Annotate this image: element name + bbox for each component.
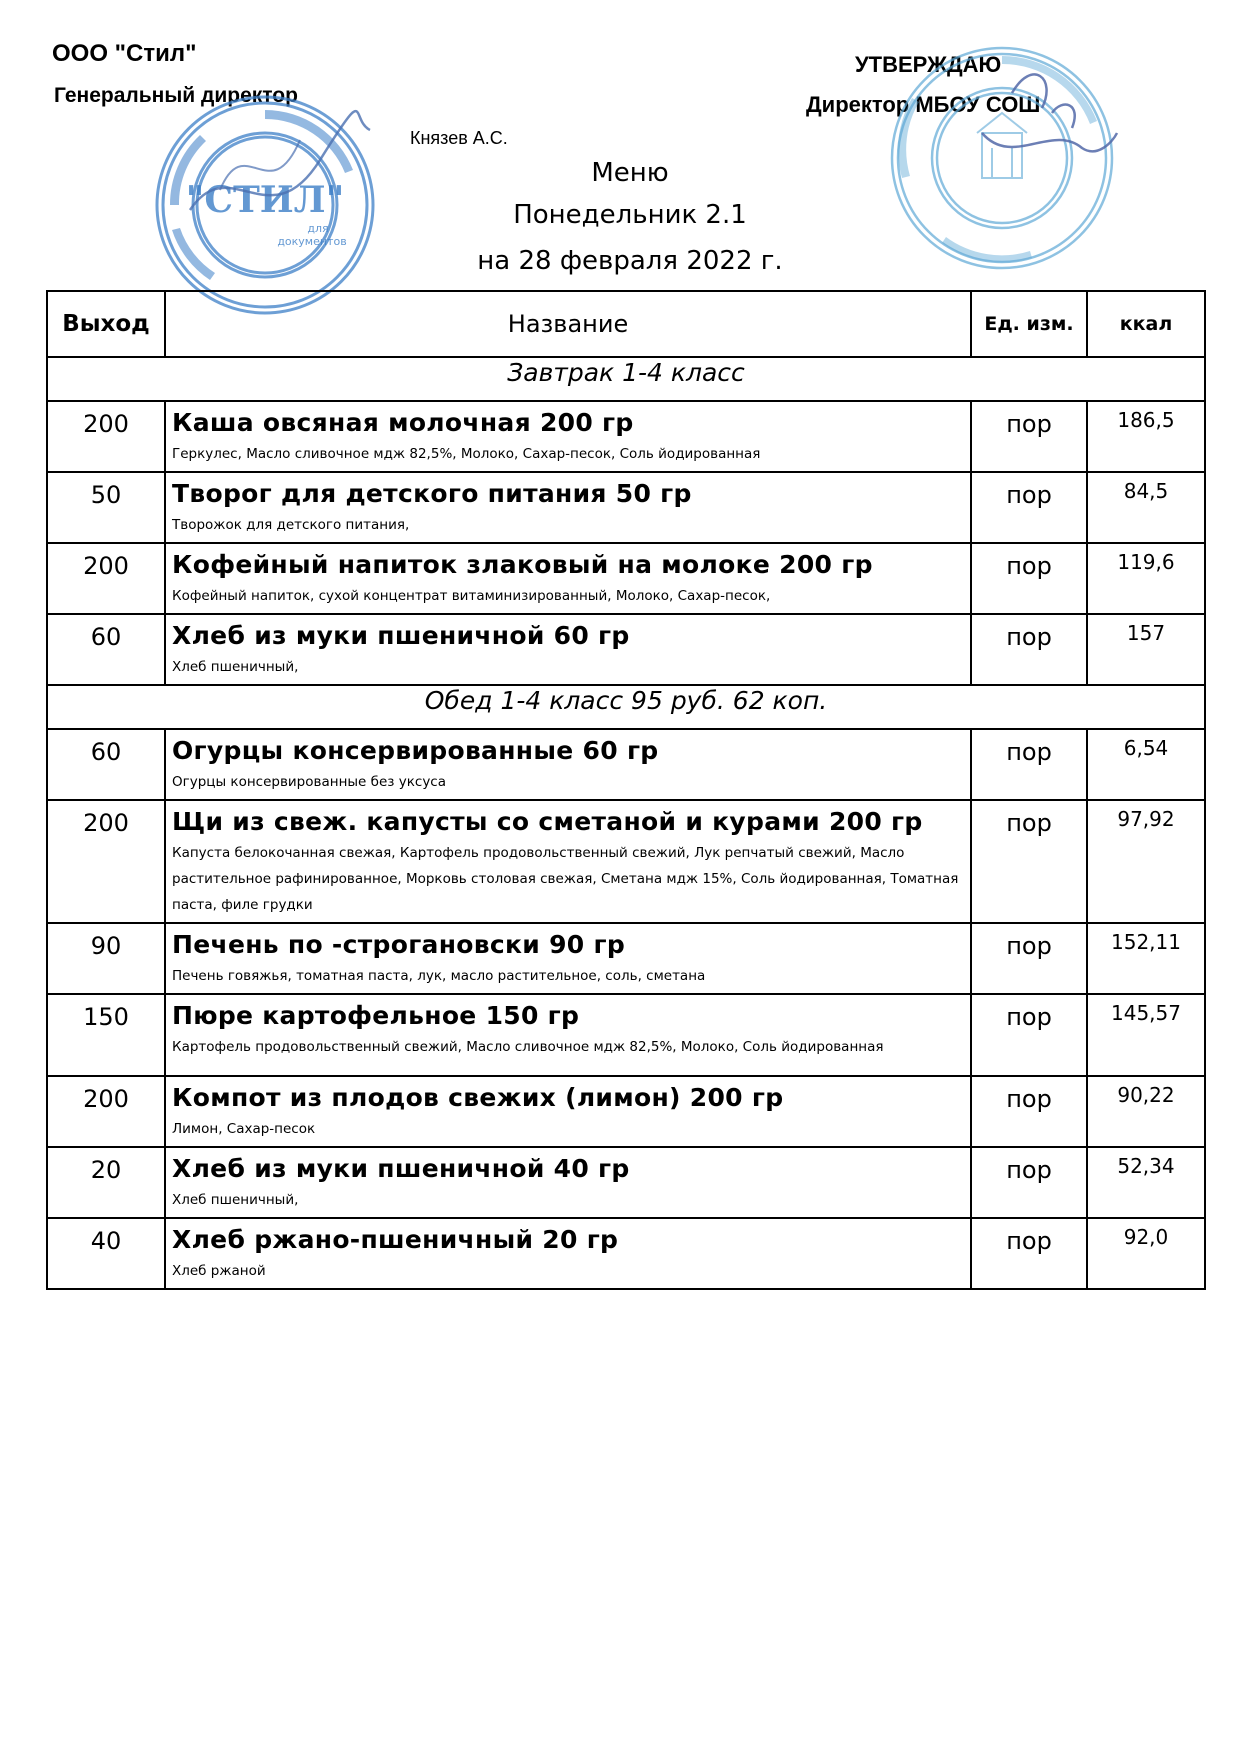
row-kcal: 152,11 (1087, 923, 1205, 994)
dish-name: Хлеб из муки пшеничной 40 гр (172, 1154, 630, 1183)
row-out: 50 (47, 472, 165, 543)
row-kcal: 52,34 (1087, 1147, 1205, 1218)
dish-ingredients: Хлеб ржаной (172, 1263, 266, 1279)
stamp-text: "СТИЛ" (185, 179, 345, 221)
dish-ingredients: Картофель продовольственный свежий, Масло сливочное мдж 82,5%, Молоко, Соль йодированная (172, 1039, 884, 1055)
table-row (47, 800, 1205, 923)
row-name-cell (165, 614, 971, 685)
day-title: Понедельник 2.1 (513, 200, 747, 230)
row-kcal: 97,92 (1087, 800, 1205, 923)
table-row (47, 994, 1205, 1076)
approve-position: Директор МБОУ СОШ (806, 92, 1041, 117)
row-name-cell (165, 543, 971, 614)
dish-ingredients: Кофейный напиток, сухой концентрат витаминизированный, Молоко, Сахар-песок, (172, 588, 771, 604)
row-out: 90 (47, 923, 165, 994)
table-row (47, 614, 1205, 685)
row-name-cell (165, 1147, 971, 1218)
header-name: Название (165, 291, 971, 357)
section-title: Завтрак 1-4 класс (47, 357, 1205, 401)
row-name-cell (165, 800, 971, 923)
row-out: 200 (47, 1076, 165, 1147)
dish-ingredients: Хлеб пшеничный, (172, 1192, 299, 1208)
dish-name: Хлеб ржано-пшеничный 20 гр (172, 1225, 619, 1254)
dish-ingredients: Геркулес, Масло сливочное мдж 82,5%, Молоко, Сахар-песок, Соль йодированная (172, 446, 761, 462)
dish-name: Творог для детского питания 50 гр (172, 479, 692, 508)
section-row (47, 357, 1205, 401)
table-row (47, 729, 1205, 800)
row-unit: пор (971, 1147, 1087, 1218)
row-unit: пор (971, 614, 1087, 685)
row-out: 200 (47, 543, 165, 614)
approve-label: УТВЕРЖДАЮ (855, 52, 1002, 77)
row-out: 40 (47, 1218, 165, 1289)
row-out: 20 (47, 1147, 165, 1218)
table-header-row (47, 291, 1205, 357)
organization-name: ООО "Стил" (52, 40, 197, 67)
dish-name: Пюре картофельное 150 гр (172, 1001, 580, 1030)
row-unit: пор (971, 923, 1087, 994)
row-unit: пор (971, 800, 1087, 923)
row-kcal: 157 (1087, 614, 1205, 685)
row-out: 200 (47, 800, 165, 923)
table-row (47, 1076, 1205, 1147)
row-unit: пор (971, 1076, 1087, 1147)
row-kcal: 119,6 (1087, 543, 1205, 614)
row-name-cell (165, 729, 971, 800)
table-row (47, 923, 1205, 994)
row-kcal: 92,0 (1087, 1218, 1205, 1289)
row-name-cell (165, 401, 971, 472)
menu-body (47, 357, 1205, 1289)
row-name-cell (165, 1218, 971, 1289)
table-row (47, 401, 1205, 472)
svg-text:для: для (307, 222, 329, 235)
section-row (47, 685, 1205, 729)
row-name-cell (165, 472, 971, 543)
row-unit: пор (971, 472, 1087, 543)
row-unit: пор (971, 543, 1087, 614)
dish-name: Щи из свеж. капусты со сметаной и курами 200 гр (172, 807, 923, 836)
row-out: 200 (47, 401, 165, 472)
row-kcal: 186,5 (1087, 401, 1205, 472)
row-kcal: 6,54 (1087, 729, 1205, 800)
dish-ingredients: Лимон, Сахар-песок (172, 1121, 316, 1137)
dish-name: Каша овсяная молочная 200 гр (172, 408, 634, 437)
row-out: 60 (47, 729, 165, 800)
svg-text:документов: документов (277, 235, 347, 248)
dish-ingredients: Огурцы консервированные без уксуса (172, 774, 447, 790)
row-kcal: 84,5 (1087, 472, 1205, 543)
header-kcal: ккал (1087, 291, 1205, 357)
date-title: на 28 февраля 2022 г. (477, 246, 783, 276)
row-unit: пор (971, 1218, 1087, 1289)
row-name-cell (165, 1076, 971, 1147)
table-row (47, 543, 1205, 614)
row-kcal: 145,57 (1087, 994, 1205, 1076)
row-out: 150 (47, 994, 165, 1076)
table-row (47, 1218, 1205, 1289)
section-title: Обед 1-4 класс 95 руб. 62 коп. (47, 685, 1205, 729)
row-unit: пор (971, 994, 1087, 1076)
row-out: 60 (47, 614, 165, 685)
dish-name: Огурцы консервированные 60 гр (172, 736, 659, 765)
dish-ingredients: Капуста белокочанная свежая, Картофель продовольственный свежий, Лук репчатый свежий, Масло растительное рафинированное, Морковь столовая свежая, Сметана мдж 15%, Соль йодированная, Томатная паста, филе грудки (172, 845, 959, 913)
row-kcal: 90,22 (1087, 1076, 1205, 1147)
dish-name: Хлеб из муки пшеничной 60 гр (172, 621, 630, 650)
director-position: Генеральный директор (54, 84, 298, 107)
row-name-cell (165, 994, 971, 1076)
dish-ingredients: Творожок для детского питания, (172, 517, 410, 533)
header-unit: Ед. изм. (971, 291, 1087, 357)
row-name-cell (165, 923, 971, 994)
menu-table (46, 290, 1206, 1290)
table-row (47, 472, 1205, 543)
signer-name: Князев А.С. (410, 128, 508, 148)
dish-ingredients: Печень говяжья, томатная паста, лук, масло растительное, соль, сметана (172, 968, 706, 984)
dish-ingredients: Хлеб пшеничный, (172, 659, 299, 675)
dish-name: Кофейный напиток злаковый на молоке 200 гр (172, 550, 873, 579)
document-title: Меню (591, 158, 669, 188)
dish-name: Компот из плодов свежих (лимон) 200 гр (172, 1083, 784, 1112)
table-row (47, 1147, 1205, 1218)
row-unit: пор (971, 729, 1087, 800)
row-unit: пор (971, 401, 1087, 472)
header-out: Выход (47, 291, 165, 357)
dish-name: Печень по -строгановски 90 гр (172, 930, 626, 959)
